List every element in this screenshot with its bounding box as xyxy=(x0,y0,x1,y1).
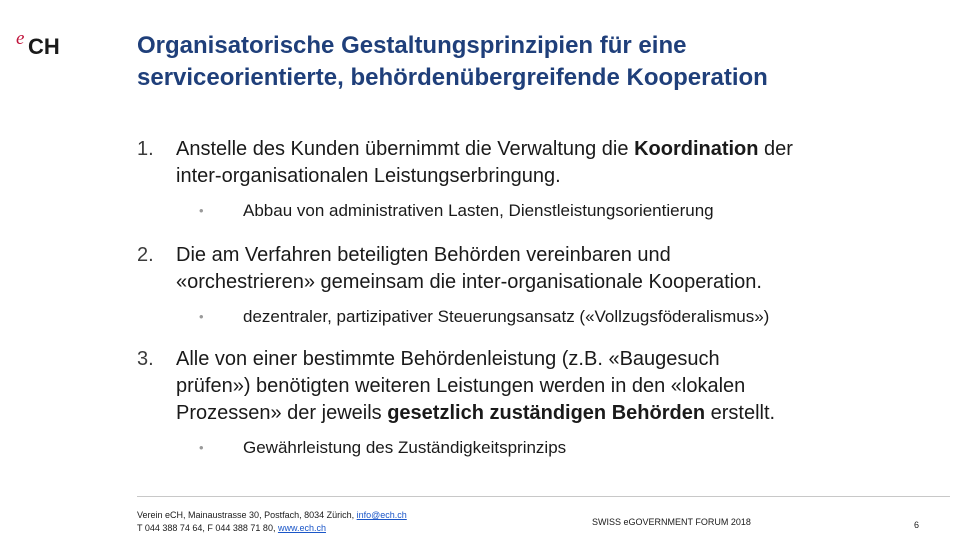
bullet-dot: • xyxy=(199,440,204,455)
sub-bullet-text: Abbau von administrativen Lasten, Dienstleistungsorientierung xyxy=(243,201,714,220)
principle-item-2 xyxy=(137,242,937,330)
text-run: erstellt. xyxy=(705,402,776,424)
footer-address-line-2 xyxy=(137,522,407,535)
principle-text xyxy=(176,136,937,190)
principle-line xyxy=(176,136,937,163)
title-line-2: serviceorientierte, behördenübergreifende Kooperation xyxy=(137,64,768,91)
footer-address xyxy=(137,509,407,535)
principle-item-3 xyxy=(137,346,937,461)
emphasis-koordination: Koordination xyxy=(634,138,759,160)
ech-logo-graphic xyxy=(14,28,94,64)
text-run: Prozessen» der jeweils xyxy=(176,402,388,424)
principle-line: inter-organisationalen Leistungserbringung. xyxy=(176,165,561,187)
principle-text xyxy=(176,242,937,296)
sub-bullet-text: dezentraler, partizipativer Steuerungsansatz («Vollzugsföderalismus») xyxy=(243,307,770,326)
sub-bullet-text: Gewährleistung des Zuständigkeitsprinzips xyxy=(243,438,567,457)
item-number: 3. xyxy=(137,348,154,370)
principle-line: Alle von einer bestimmte Behördenleistung (z.B. «Baugesuch xyxy=(176,348,720,370)
footer-event: SWISS eGOVERNMENT FORUM 2018 xyxy=(592,517,751,527)
slide-title xyxy=(137,30,937,94)
sub-bullet xyxy=(137,198,937,224)
principle-item-1 xyxy=(137,136,937,224)
sub-bullet xyxy=(137,304,937,330)
footer-divider xyxy=(137,496,950,497)
bullet-dot: • xyxy=(199,309,204,324)
svg-text:CH: CH xyxy=(28,34,60,59)
website-link[interactable]: www.ech.ch xyxy=(277,523,326,533)
text-run: der xyxy=(758,138,793,160)
ech-logo xyxy=(14,28,94,64)
item-number: 2. xyxy=(137,244,154,266)
principle-line: prüfen») benötigten weiteren Leistungen werden in den «lokalen xyxy=(176,375,746,397)
principle-line: «orchestrieren» gemeinsam die inter-organisationale Kooperation. xyxy=(176,271,762,293)
address-text: Verein eCH, Mainaustrasse 30, Postfach, 8034 Zürich, xyxy=(137,510,357,520)
emphasis-authorities: gesetzlich zuständigen Behörden xyxy=(387,402,706,424)
sub-bullet xyxy=(137,435,937,461)
principle-line: Die am Verfahren beteiligten Behörden vereinbaren und xyxy=(176,244,671,266)
email-link[interactable]: info@ech.ch xyxy=(356,510,407,520)
phone-text: T 044 388 74 64, F 044 388 71 80, xyxy=(137,523,278,533)
text-run: Anstelle des Kunden übernimmt die Verwaltung die xyxy=(176,138,635,160)
title-line-1: Organisatorische Gestaltungsprinzipien für eine xyxy=(137,32,687,59)
page-number: 6 xyxy=(914,520,920,530)
bullet-dot: • xyxy=(199,203,204,218)
principle-text xyxy=(176,346,937,427)
item-number: 1. xyxy=(137,138,154,160)
footer-address-line-1 xyxy=(137,509,407,522)
svg-text:e: e xyxy=(16,28,25,49)
principle-line xyxy=(176,400,937,427)
